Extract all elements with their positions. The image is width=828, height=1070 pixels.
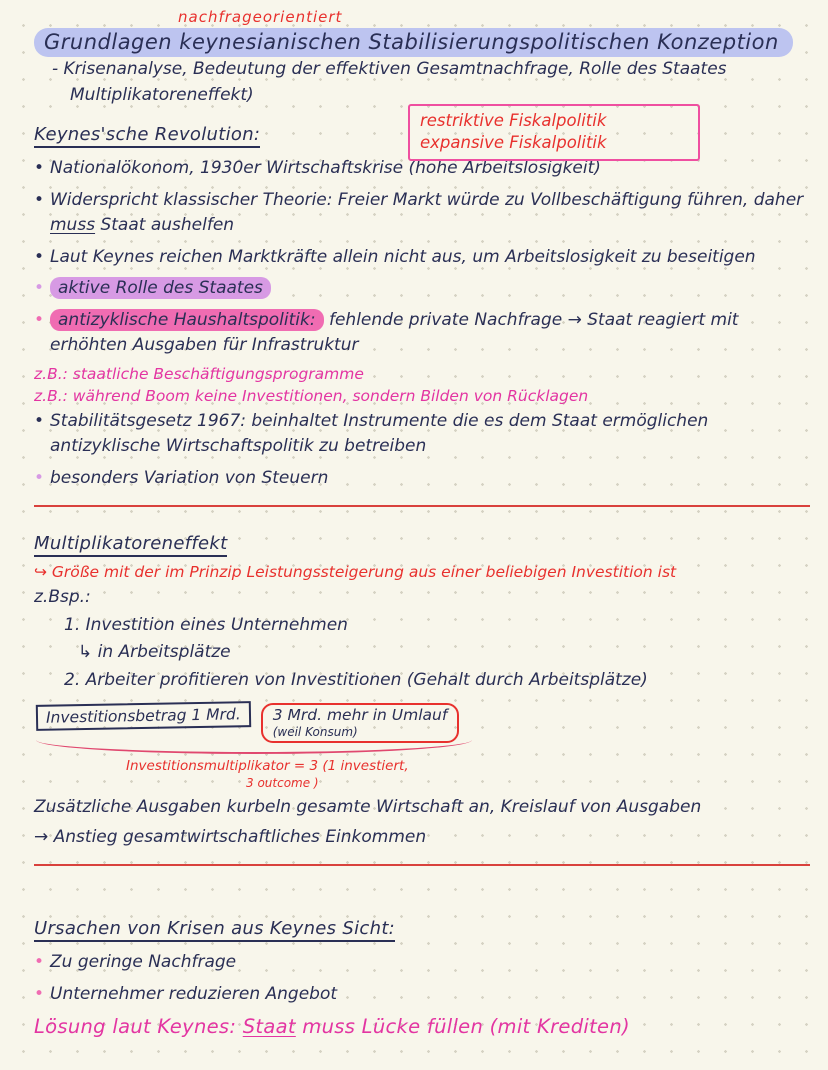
bullet-dot-icon xyxy=(34,308,50,334)
example-line: z.B.: staatliche Beschäftigungsprogramme xyxy=(34,364,364,383)
bullet-text: Nationalökonom, 1930er Wirtschaftskrise (hohe Arbeitslosigkeit) xyxy=(50,158,601,178)
example-line: z.B.: während Boom keine Investitionen, sondern Bilden von Rücklagen xyxy=(34,386,589,405)
solution-line xyxy=(34,1015,814,1038)
text-segment: fehlende private Nachfrage → Staat reagiert mit erhöhten Ausgaben für Infrastruktur xyxy=(50,309,739,355)
bullet-text xyxy=(50,188,814,239)
section-causes xyxy=(34,902,814,1038)
section-divider xyxy=(34,864,810,866)
investment-amount-box: Investitionsbetrag 1 Mrd. xyxy=(36,701,251,731)
fiscal-policy-box xyxy=(408,104,700,161)
bullet-text: besonders Variation von Steuern xyxy=(50,467,329,488)
subtitle-line2: Multiplikatoreneffekt) xyxy=(70,84,254,105)
bullet-item xyxy=(34,276,814,302)
underlined-word: muss xyxy=(50,215,96,235)
subtitle-line1: - Krisenanalyse, Bedeutung der effektiven Gesamtnachfrage, Rolle des Staates xyxy=(52,59,727,79)
circulation-box xyxy=(261,703,460,743)
causes-bullets xyxy=(34,950,814,1007)
bullet-text: Laut Keynes reichen Marktkräfte allein nicht aus, um Arbeitslosigkeit zu beseitigen xyxy=(50,246,756,267)
example-label: z.Bsp.: xyxy=(34,587,91,607)
section-revolution xyxy=(34,108,814,491)
section-heading-causes: Ursachen von Krisen aus Keynes Sicht: xyxy=(34,918,395,942)
formula-line2: 3 outcome ) xyxy=(246,775,319,790)
bullet-dot-icon xyxy=(34,245,50,271)
step-line: 2. Arbeiter profitieren von Investitionen (Gehalt durch Arbeitsplätze) xyxy=(64,669,648,690)
text-segment: Staat aushelfen xyxy=(95,215,235,235)
bullet-item xyxy=(34,308,814,359)
section-heading-revolution: Keynes'sche Revolution: xyxy=(34,124,260,148)
section-multiplier xyxy=(34,517,814,850)
top-annotation: nachfrageorientiert xyxy=(178,8,343,26)
bullet-dot-icon xyxy=(34,950,50,976)
bullet-item xyxy=(34,982,814,1008)
bullet-item xyxy=(34,466,814,492)
circulation-line2: (weil Konsum) xyxy=(272,724,358,739)
highlighted-phrase: antizyklische Haushaltspolitik: xyxy=(50,309,324,331)
step-line: 1. Investition eines Unternehmen xyxy=(64,614,348,635)
bullet-dot-icon xyxy=(34,188,50,214)
bullet-item xyxy=(34,245,814,271)
bullet-dot-icon xyxy=(34,982,50,1008)
bullet-item xyxy=(34,409,814,460)
bullet-text: Stabilitätsgesetz 1967: beinhaltet Instrumente die es dem Staat ermöglichen antizyklische Wirtschaftspolitik zu betreiben xyxy=(50,410,709,456)
underlined-word: Staat xyxy=(242,1015,296,1039)
conclusion-line: Zusätzliche Ausgaben kurbeln gesamte Wirtschaft an, Kreislauf von Ausgaben xyxy=(34,797,702,818)
bullet-text: Zu geringe Nachfrage xyxy=(50,952,237,973)
section-divider xyxy=(34,505,810,507)
text-segment: muss Lücke füllen (mit Krediten) xyxy=(295,1015,630,1039)
bullet-dot-icon xyxy=(34,409,50,435)
section-heading-multiplier: Multiplikatoreneffekt xyxy=(34,533,227,557)
bullet-text: Unternehmer reduzieren Angebot xyxy=(50,983,338,1004)
bullet-dot-icon xyxy=(34,156,50,182)
revolution-bullets xyxy=(34,156,814,491)
bullet-item xyxy=(34,188,814,239)
highlighted-phrase: aktive Rolle des Staates xyxy=(50,277,271,299)
bullet-item xyxy=(34,950,814,976)
fiscal-box-line2: expansive Fiskalpolitik xyxy=(420,133,607,153)
bullet-dot-icon xyxy=(34,276,50,302)
multiplier-definition: ↪ Größe mit der im Prinzip Leistungssteigerung aus einer beliebigen Investition ist xyxy=(34,563,677,581)
bullet-text xyxy=(50,308,814,359)
page-title: Grundlagen keynesianischen Stabilisierungspolitischen Konzeption xyxy=(34,28,793,57)
formula-line1: Investitionsmultiplikator = 3 (1 investiert, xyxy=(126,757,409,774)
spacer xyxy=(34,876,814,902)
bullet-dot-icon xyxy=(34,466,50,492)
title-wrap xyxy=(34,28,814,57)
step-subline: ↳ in Arbeitsplätze xyxy=(78,642,231,662)
fiscal-box-line1: restriktive Fiskalpolitik xyxy=(420,111,607,130)
bullet-text xyxy=(50,276,271,302)
circulation-line1: 3 Mrd. mehr in Umlauf xyxy=(272,706,448,724)
text-segment: Lösung laut Keynes: xyxy=(34,1015,243,1039)
investment-boxes xyxy=(36,703,814,743)
text-segment: Widerspricht klassischer Theorie: Freier Markt würde zu Vollbeschäftigung führen, daher xyxy=(50,189,804,210)
multiplier-formula xyxy=(126,758,814,791)
conclusion-line: → Anstieg gesamtwirtschaftliches Einkommen xyxy=(34,826,427,847)
